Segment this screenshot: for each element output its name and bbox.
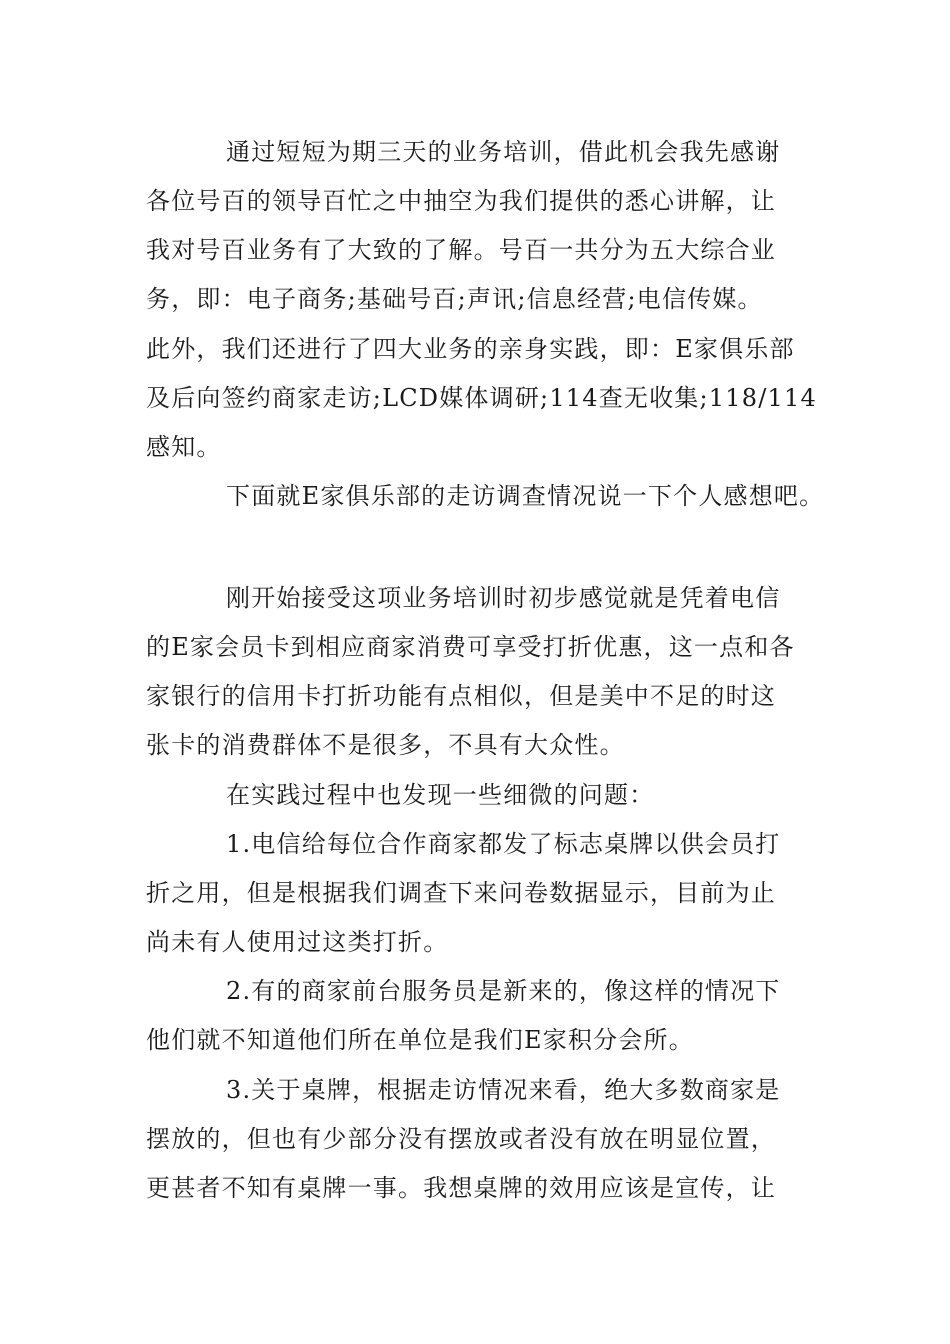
paragraph-1-line-4: 务，即：电子商务;基础号百;声讯;信息经营;电信传媒。 (146, 285, 763, 313)
paragraph-1-line-3: 我对号百业务有了大致的了解。号百一共分为五大综合业 (146, 236, 776, 264)
paragraph-5-line-1: 1.电信给每位合作商家都发了标志桌牌以供会员打 (226, 830, 781, 858)
paragraph-7-line-2: 摆放的，但也有少部分没有摆放或者没有放在明显位置， (146, 1125, 776, 1153)
paragraph-1-line-1: 通过短短为期三天的业务培训，借此机会我先感谢 (226, 138, 781, 166)
paragraph-7-line-1: 3.关于桌牌，根据走访情况来看，绝大多数商家是 (226, 1076, 781, 1104)
paragraph-3-line-3: 家银行的信用卡打折功能有点相似，但是美中不足的时这 (146, 682, 776, 710)
paragraph-1-line-5: 此外，我们还进行了四大业务的亲身实践，即：E家俱乐部 (146, 335, 795, 363)
paragraph-6-line-1: 2.有的商家前台服务员是新来的，像这样的情况下 (226, 977, 781, 1005)
paragraph-1-line-7: 感知。 (146, 433, 222, 461)
paragraph-5-line-3: 尚未有人使用过这类打折。 (146, 928, 449, 956)
paragraph-6-line-2: 他们就不知道他们所在单位是我们E家积分会所。 (146, 1026, 694, 1054)
paragraph-3-line-4: 张卡的消费群体不是很多，不具有大众性。 (146, 731, 625, 759)
paragraph-1-line-6: 及后向签约商家走访;LCD媒体调研;114查无收集;118/114 (146, 384, 817, 412)
paragraph-3-line-2: 的E家会员卡到相应商家消费可享受打折优惠，这一点和各 (146, 633, 795, 661)
paragraph-1-line-2: 各位号百的领导百忙之中抽空为我们提供的悉心讲解，让 (146, 187, 776, 215)
paragraph-2-line-1: 下面就E家俱乐部的走访调查情况说一下个人感想吧。 (226, 482, 825, 510)
paragraph-4-line-1: 在实践过程中也发现一些细微的问题： (226, 781, 655, 809)
paragraph-5-line-2: 折之用，但是根据我们调查下来问卷数据显示，目前为止 (146, 879, 776, 907)
paragraph-7-line-3: 更甚者不知有桌牌一事。我想桌牌的效用应该是宣传，让 (146, 1174, 776, 1202)
paragraph-3-line-1: 刚开始接受这项业务培训时初步感觉就是凭着电信 (226, 584, 781, 612)
